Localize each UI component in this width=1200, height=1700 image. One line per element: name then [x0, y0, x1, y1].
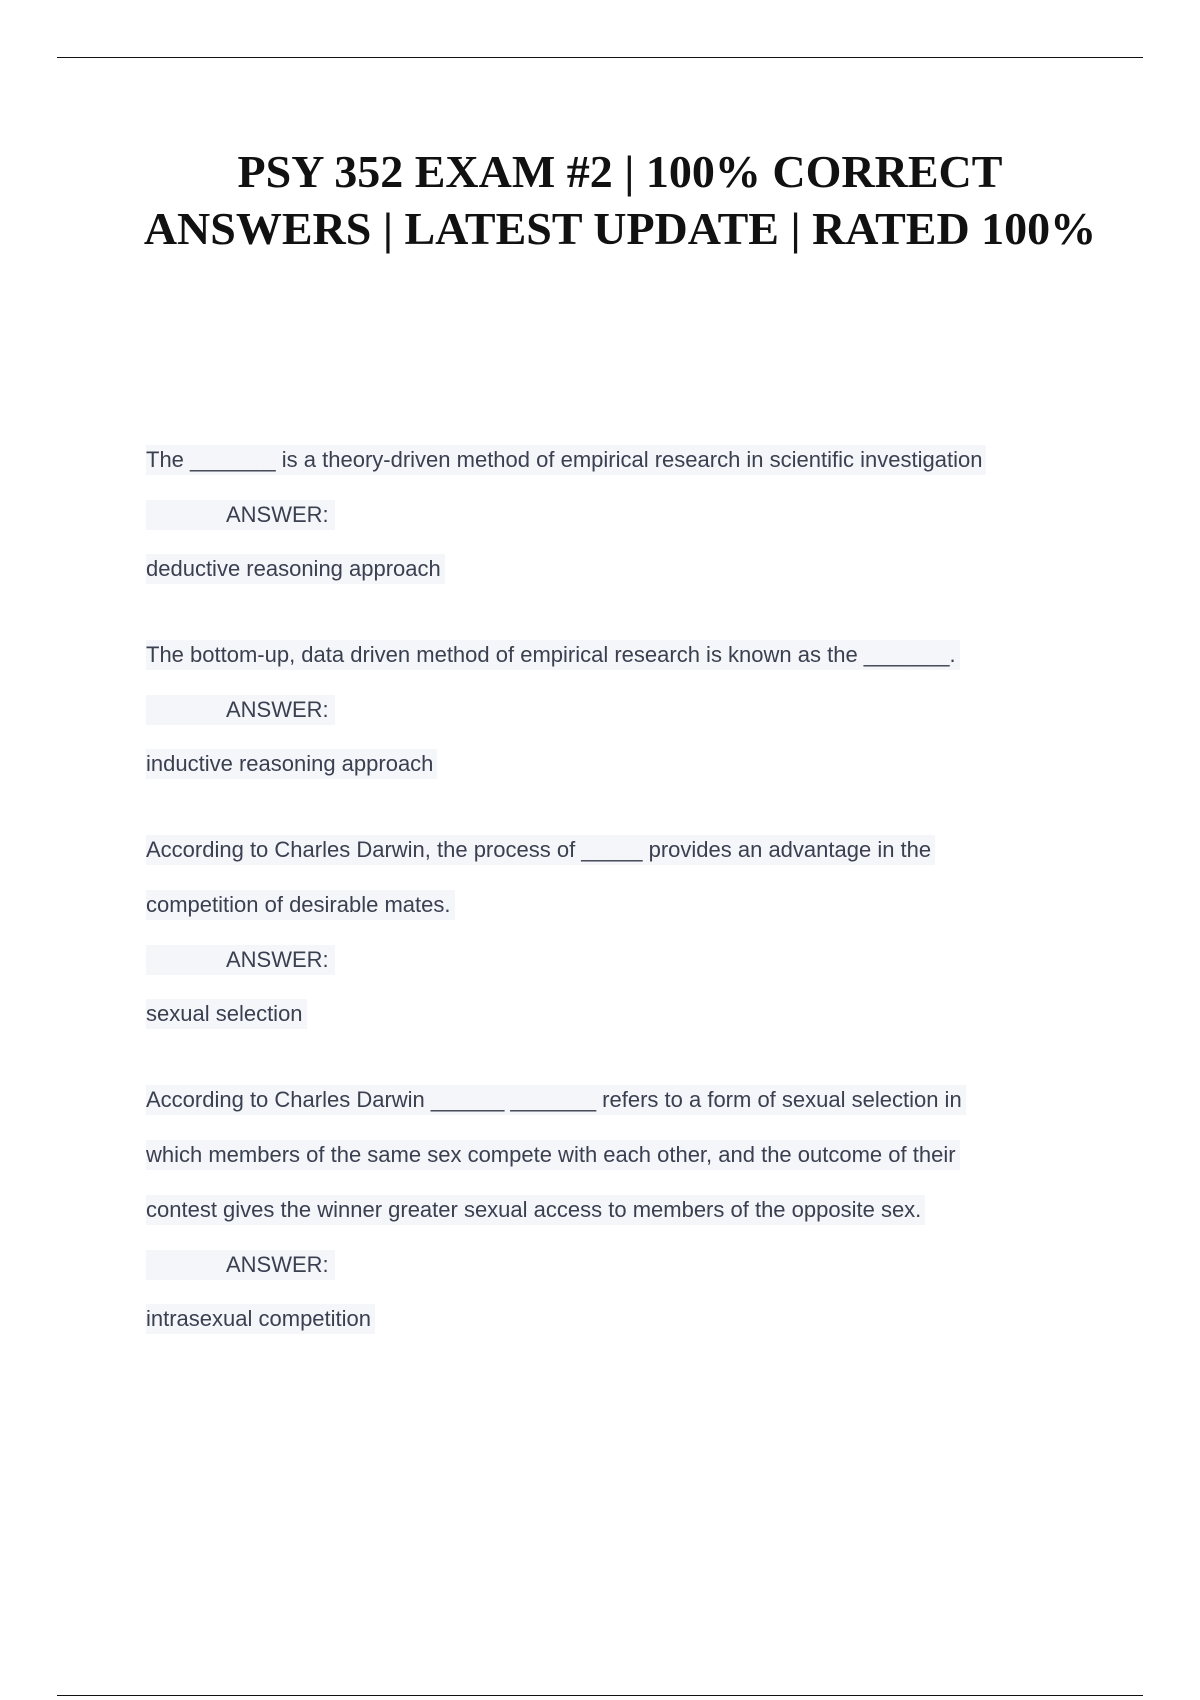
question-line: contest gives the winner greater sexual access to members of the opposite sex. [146, 1195, 925, 1225]
qa-list [146, 445, 1106, 1390]
answer-label: ANSWER: [146, 1250, 335, 1280]
answer-text: inductive reasoning approach [146, 749, 437, 779]
question-line: The _______ is a theory-driven method of empirical research in scientific investigation [146, 445, 986, 475]
qa-item [146, 1085, 1106, 1334]
question-line: According to Charles Darwin, the process of _____ provides an advantage in the [146, 835, 935, 865]
header-rule [57, 57, 1143, 58]
footer-rule [57, 1695, 1143, 1696]
question-line: competition of desirable mates. [146, 890, 455, 920]
question-line: The bottom-up, data driven method of empirical research is known as the _______. [146, 640, 960, 670]
question-line: which members of the same sex compete with each other, and the outcome of their [146, 1140, 960, 1170]
document-title: PSY 352 EXAM #2 | 100% CORRECT ANSWERS | LATEST UPDATE | RATED 100% [143, 146, 1097, 254]
answer-text: intrasexual competition [146, 1304, 375, 1334]
qa-item [146, 445, 1106, 584]
qa-item [146, 835, 1106, 1029]
answer-label: ANSWER: [146, 500, 335, 530]
answer-text: sexual selection [146, 999, 307, 1029]
question-line: According to Charles Darwin ______ _______ refers to a form of sexual selection in [146, 1085, 966, 1115]
qa-item [146, 640, 1106, 779]
answer-text: deductive reasoning approach [146, 554, 445, 584]
answer-label: ANSWER: [146, 945, 335, 975]
answer-label: ANSWER: [146, 695, 335, 725]
